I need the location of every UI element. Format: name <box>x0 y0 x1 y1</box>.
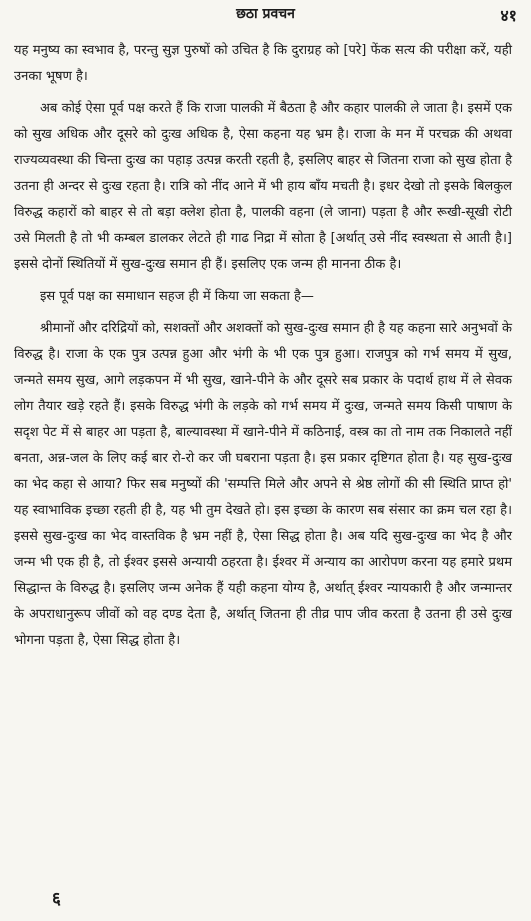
signature-mark: ६ <box>52 889 61 909</box>
paragraph: यह मनुष्य का स्वभाव है, परन्तु सुज्ञ पुरुषों को उचित है कि दुराग्रह को [परे] फेंक सत्य की परीक्षा करें, यही उनका भूषण है। <box>14 43 512 84</box>
body-text <box>14 38 512 660</box>
page-number: ४१ <box>500 6 517 25</box>
paragraph: इस पूर्व पक्ष का समाधान सहज ही में किया जा सकता है— <box>40 289 314 304</box>
paragraph: श्रीमानों और दरिद्रियों को, सशक्तों और अशक्तों को सुख-दुःख समान ही है यह कहना सारे अनुभवों के विरुद्ध है। राजा के एक पुत्र उत्पन्न हुआ और भंगी के भी एक पुत्र हुआ। राजपुत्र को गर्भ समय में सुख, जन्मते समय सुख, आगे लड़कपन में भी सुख, खाने-पीने के और दूसरे सब प्रकार के पदार्थ हाथ में ले सेवक लोग तैयार खड़े रहते हैं। इसके विरुद्ध भंगी के लड़के को गर्भ समय में दुःख, जन्मते समय किसी पाषाण के सदृश पेट में से बाहर आ पड़ता है, बाल्यावस्था में खाने-पीने में कठिनाई, वस्त्र का तो नाम तक निकालते नहीं बनता, अन्न-जल के लिए कई बार रो-रो कर जी घबराना पड़ता है। इस प्रकार दृष्टिगत होता है। यह सुख-दुःख का भेद कहा से आया? फिर सब मनुष्यों की 'सम्पत्ति मिले और अपने से श्रेष्ठ लोगों की सी स्थिति प्राप्त हो' यह स्वाभाविक इच्छा रहती ही है, यह भी तुम देखते हो। इस इच्छा के कारण सब संसार का क्रम चल रहा है। इससे सुख-दुःख का भेद वास्तविक है भ्रम नहीं है, ऐसा सिद्ध होता है। अब यदि सुख-दुःख का भेद है और जन्म भी एक ही है, तो ईश्वर इससे अन्यायी ठहरता है। ईश्वर में अन्याय का आरोपण करना यह हमारे प्रथम सिद्धान्त के विरुद्ध है। इसलिए जन्म अनेक हैं यही कहना योग्य है, अर्थात् ईश्वर न्यायकारी है और जन्मान्तर के अपराधानुरूप जीवों को वह दण्ड देता है, अर्थात् जितना ही तीव्र पाप जीव करता है उतना ही उसे दुःख भोगना पड़ता है, ऐसा सिद्ध होता है। <box>14 321 512 648</box>
running-title: छठा प्रवचन <box>236 6 295 22</box>
paragraph: अब कोई ऐसा पूर्व पक्ष करते हैं कि राजा पालकी में बैठता है और कहार पालकी ले जाता है। इसमें एक को सुख अधिक और दूसरे को दुःख अधिक है, ऐसा कहना यह भ्रम है। राजा के मन में परचक्र की अथवा राज्यव्यवस्था की चिन्ता दुःख का पहाड़ उत्पन्न करती रहती है, इसलिए बाहर से जितना राजा को सुख होता है उतना ही अन्दर से दुःख रहता है। रात्रि को नींद आने में भी हाय बाँय मचती है। इधर देखो तो इसके बिलकुल विरुद्ध कहारों को बाहर से तो बड़ा क्लेश होता है, पालकी वहना (ले जाना) पड़ता है और रूखी-सूखी रोटी उसे मिलती है तो भी कम्बल डालकर लेटते ही गाढ निद्रा में सोता है [अर्थात् उसे नींद स्वस्थता से आती है।] इससे दोनों स्थितियों में सुख-दुःख समान ही हैं। इसलिए एक जन्म ही मानना ठीक है। <box>14 101 512 272</box>
